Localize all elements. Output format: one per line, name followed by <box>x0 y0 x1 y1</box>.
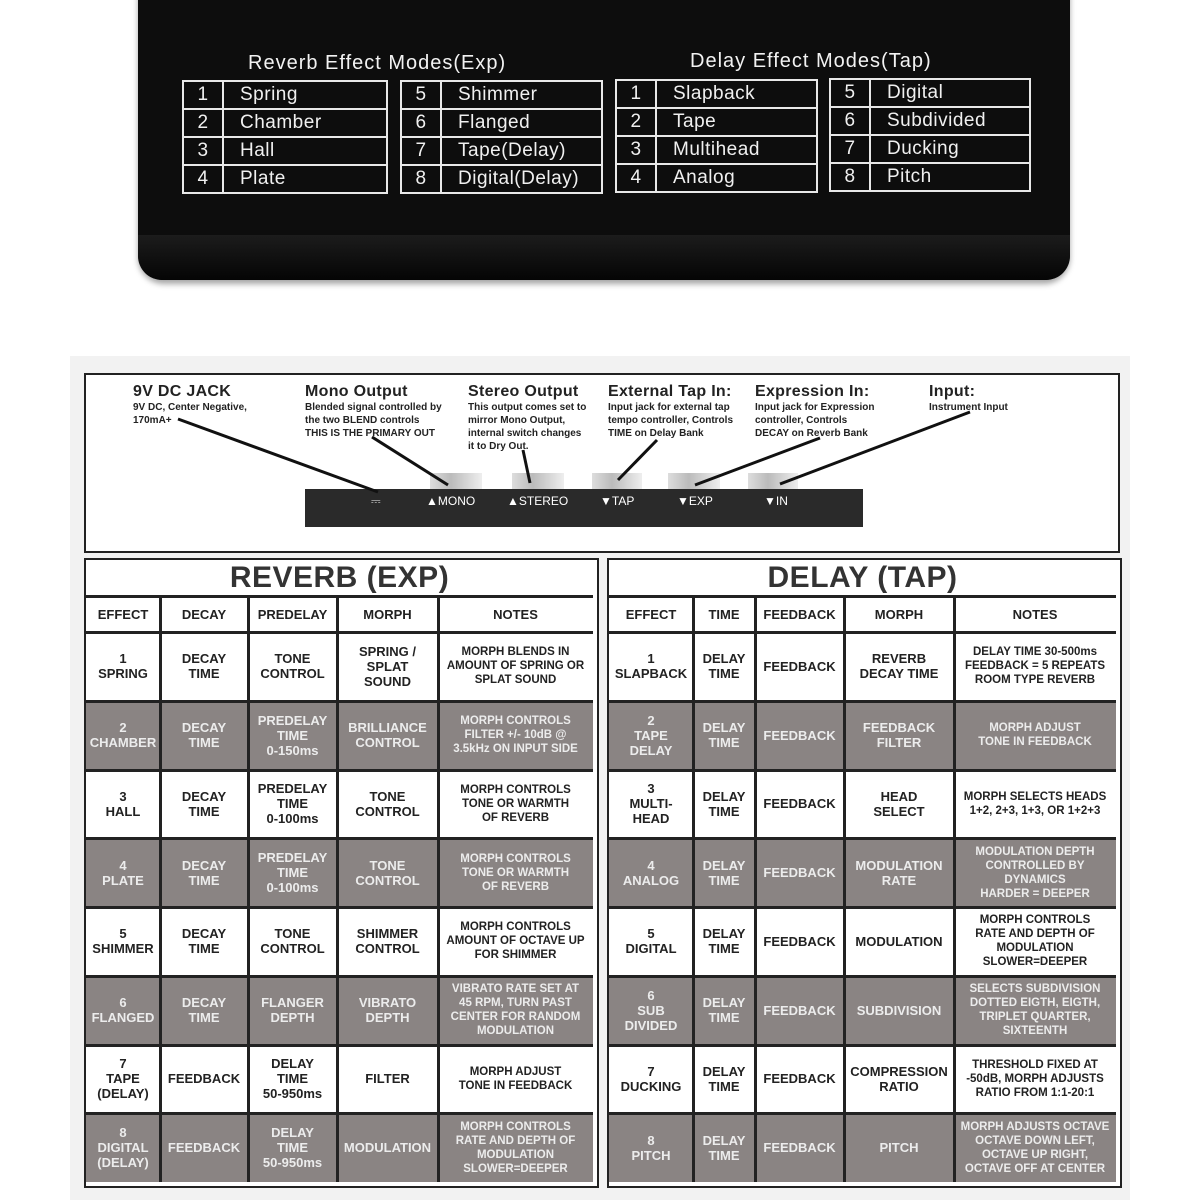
column-header: NOTES <box>1012 606 1058 622</box>
table-cell: 4 ANALOG <box>622 857 680 888</box>
table-cell: BRILLIANCE CONTROL <box>348 720 427 751</box>
callout-title: External Tap In: <box>608 383 732 400</box>
mode-number: 5 <box>402 82 442 108</box>
mode-number: 4 <box>184 166 224 192</box>
table-cell: FEEDBACK <box>763 1140 836 1156</box>
callout-desc: This output comes set to mirror Mono Output, internal switch changes it to Dry Out. <box>468 402 587 452</box>
mode-name: Spring <box>240 84 298 105</box>
delay-table <box>607 558 1122 1188</box>
callout-title: Mono Output <box>305 383 408 400</box>
mode-name: Hall <box>240 140 275 161</box>
mode-name: Digital <box>887 82 944 103</box>
arrow-down-icon: ▼ <box>600 494 612 508</box>
leader-line-tap <box>618 440 657 480</box>
mode-name: Digital(Delay) <box>458 168 580 189</box>
leader-line-input <box>780 412 970 484</box>
callout-title: 9V DC JACK <box>133 383 232 400</box>
table-cell: MORPH SELECTS HEADS 1+2, 2+3, 1+3, OR 1+2+3 <box>963 790 1107 817</box>
mode-name: Ducking <box>887 138 960 159</box>
table-cell: DELAY TIME <box>702 857 746 888</box>
table-cell: DECAY TIME <box>181 788 227 819</box>
table-cell: COMPRESSION RATIO <box>850 1063 948 1094</box>
leader-line-mono <box>372 437 448 485</box>
delay-modes-title: Delay Effect Modes(Tap) <box>690 50 932 72</box>
table-cell: MORPH ADJUST TONE IN FEEDBACK <box>458 1065 573 1092</box>
table-cell: FEEDBACK <box>763 933 836 949</box>
dc-jack-icon: ⎓ <box>371 494 381 508</box>
column-header: FEEDBACK <box>763 606 836 622</box>
callout-desc: Input jack for external tap tempo controller, Controls TIME on Delay Bank <box>608 402 734 439</box>
table-cell: DELAY TIME 50-950ms <box>262 1056 323 1102</box>
table-cell: MORPH CONTROLS TONE OR WARMTH OF REVERB <box>460 852 571 893</box>
table-cell: 4 PLATE <box>102 857 144 888</box>
table-cell: MODULATION <box>855 933 943 949</box>
table-cell: DELAY TIME <box>702 651 746 682</box>
table-cell: 6 FLANGED <box>91 995 155 1026</box>
table-title: REVERB (EXP) <box>229 561 450 594</box>
column-header: EFFECT <box>625 606 677 622</box>
jack-label: IN <box>775 494 788 508</box>
table-cell: SUBDIVISION <box>856 1002 942 1018</box>
table-cell: 5 SHIMMER <box>92 926 154 957</box>
table-cell: PREDELAY TIME 0-100ms <box>257 850 328 896</box>
table-cell: FEEDBACK <box>763 1071 836 1087</box>
mode-number: 4 <box>617 165 657 191</box>
callout-title: Expression In: <box>755 383 870 400</box>
table-cell: SELECTS SUBDIVISION DOTTED EIGTH, EIGTH, TRIPLET QUARTER, SIXTEENTH <box>969 983 1101 1038</box>
table-cell: REVERB DECAY TIME <box>859 651 939 682</box>
mode-number: 8 <box>402 166 442 192</box>
table-cell: MODULATION DEPTH CONTROLLED BY DYNAMICS HARDER = DEEPER <box>975 845 1095 900</box>
table-cell: FEEDBACK <box>763 658 836 674</box>
mode-name: Pitch <box>887 166 932 187</box>
column-header: EFFECT <box>97 606 149 622</box>
mode-name: Multihead <box>673 139 760 160</box>
mode-name: Tape(Delay) <box>458 140 566 161</box>
arrow-down-icon: ▼ <box>677 494 689 508</box>
table-cell: VIBRATO RATE SET AT 45 RPM, TURN PAST CENTER FOR RANDOM MODULATION <box>450 983 581 1038</box>
mode-name: Analog <box>673 167 736 188</box>
table-cell: FILTER <box>365 1071 410 1087</box>
column-header: PREDELAY <box>257 606 328 622</box>
reverb-table <box>84 558 599 1188</box>
table-cell: DELAY TIME 30-500ms FEEDBACK = 5 REPEATS ROOM TYPE REVERB <box>964 646 1106 687</box>
table-cell: MORPH ADJUST TONE IN FEEDBACK <box>978 722 1092 749</box>
table-cell: 6 SUB DIVIDED <box>624 987 678 1033</box>
mode-number: 6 <box>402 110 442 136</box>
table-cell: MORPH CONTROLS TONE OR WARMTH OF REVERB <box>460 783 571 824</box>
leader-line-exp <box>695 438 820 485</box>
table-cell: SPRING / SPLAT SOUND <box>358 643 417 689</box>
mode-name: Subdivided <box>887 110 987 131</box>
table-cell: 5 DIGITAL <box>625 926 677 957</box>
table-cell: 3 MULTI- HEAD <box>629 781 673 827</box>
table-cell: MORPH CONTROLS FILTER +/- 10dB @ 3.5kHz ON INPUT SIDE <box>453 715 578 756</box>
mode-number: 7 <box>831 136 871 162</box>
table-cell: 2 CHAMBER <box>89 720 157 751</box>
table-cell: 8 DIGITAL (DELAY) <box>97 1125 149 1171</box>
table-cell: MORPH BLENDS IN AMOUNT OF SPRING OR SPLAT SOUND <box>446 646 585 687</box>
mode-name: Chamber <box>240 112 322 133</box>
mode-name: Slapback <box>673 83 756 104</box>
table-cell: MORPH CONTROLS AMOUNT OF OCTAVE UP FOR SHIMMER <box>446 921 585 962</box>
table-cell: TONE CONTROL <box>260 926 325 957</box>
table-cell: DELAY TIME <box>702 1132 746 1163</box>
arrow-down-icon: ▼ <box>764 494 776 508</box>
table-cell: DECAY TIME <box>181 720 227 751</box>
column-header: MORPH <box>874 606 924 622</box>
callout-desc: Blended signal controlled by the two BLEND controls THIS IS THE PRIMARY OUT <box>305 402 442 439</box>
mode-name: Plate <box>240 168 286 189</box>
column-header: MORPH <box>363 606 412 622</box>
table-cell: FEEDBACK <box>763 727 836 743</box>
table-cell: MORPH CONTROLS RATE AND DEPTH OF MODULATION SLOWER=DEEPER <box>455 1120 576 1175</box>
mode-number: 7 <box>402 138 442 164</box>
leader-line-stereo <box>523 450 530 483</box>
mode-number: 3 <box>184 138 224 164</box>
table-cell: 3 HALL <box>105 788 141 819</box>
table-cell: 1 SLAPBACK <box>614 651 688 682</box>
table-cell: TONE CONTROL <box>355 788 420 819</box>
mode-name: Flanged <box>458 112 531 133</box>
jack-label: EXP <box>688 494 713 508</box>
table-title: DELAY (TAP) <box>767 561 958 594</box>
callout-desc: 9V DC, Center Negative, 170mA+ <box>133 402 247 426</box>
table-cell: DECAY TIME <box>181 995 227 1026</box>
table-cell: THRESHOLD FIXED AT -50dB, MORPH ADJUSTS RATIO FROM 1:1-20:1 <box>966 1058 1104 1099</box>
table-cell: DELAY TIME <box>702 1063 746 1094</box>
table-cell: SHIMMER CONTROL <box>355 926 420 957</box>
table-cell: PREDELAY TIME 0-100ms <box>257 781 328 827</box>
table-cell: 1 SPRING <box>98 651 148 682</box>
table-cell: DELAY TIME <box>702 720 746 751</box>
callout-title: Input: <box>929 383 976 400</box>
arrow-up-icon: ▲ <box>426 494 438 508</box>
table-cell: DELAY TIME <box>702 788 746 819</box>
mode-number: 3 <box>617 137 657 163</box>
table-cell: FEEDBACK <box>763 865 836 881</box>
table-cell: MODULATION RATE <box>855 857 943 888</box>
table-cell: 7 DUCKING <box>620 1063 682 1094</box>
column-header: DECAY <box>181 606 227 622</box>
table-cell: FEEDBACK <box>167 1140 241 1156</box>
jack-label: STEREO <box>518 494 569 508</box>
table-cell: MORPH ADJUSTS OCTAVE OCTAVE DOWN LEFT, OCTAVE UP RIGHT, OCTAVE OFF AT CENTER <box>960 1120 1110 1175</box>
table-cell: VIBRATO DEPTH <box>358 995 417 1026</box>
arrow-up-icon: ▲ <box>507 494 519 508</box>
table-cell: DELAY TIME <box>702 995 746 1026</box>
mode-number: 2 <box>617 109 657 135</box>
column-header: TIME <box>708 606 740 622</box>
table-cell: FEEDBACK <box>167 1071 241 1087</box>
table-cell: DECAY TIME <box>181 926 227 957</box>
jack-label: TAP <box>611 494 635 508</box>
mode-name: Tape <box>673 111 717 132</box>
table-cell: FEEDBACK <box>763 1002 836 1018</box>
table-cell: MODULATION <box>343 1140 432 1156</box>
mode-number: 1 <box>184 82 224 108</box>
reverb-modes-title: Reverb Effect Modes(Exp) <box>248 52 507 74</box>
table-cell: 7 TAPE (DELAY) <box>97 1056 149 1102</box>
mode-number: 5 <box>831 80 871 106</box>
table-cell: FEEDBACK FILTER <box>862 720 936 751</box>
table-cell: DELAY TIME <box>702 926 746 957</box>
mode-number: 1 <box>617 81 657 107</box>
mode-number: 8 <box>831 164 871 190</box>
table-cell: MORPH CONTROLS RATE AND DEPTH OF MODULATION SLOWER=DEEPER <box>975 914 1095 969</box>
table-cell: PITCH <box>879 1140 919 1156</box>
table-cell: 2 TAPE DELAY <box>629 712 673 758</box>
table-cell: PREDELAY TIME 0-150ms <box>257 712 328 758</box>
column-header: NOTES <box>493 606 538 622</box>
table-cell: DECAY TIME <box>181 857 227 888</box>
callout-desc: Input jack for Expression controller, Controls DECAY on Reverb Bank <box>755 402 875 439</box>
table-cell: 8 PITCH <box>631 1132 671 1163</box>
leader-line-dc <box>178 419 378 492</box>
mode-name: Shimmer <box>458 84 538 105</box>
table-cell: HEAD SELECT <box>873 788 925 819</box>
table-cell: DECAY TIME <box>181 651 227 682</box>
callout-title: Stereo Output <box>468 383 579 400</box>
table-cell: DELAY TIME 50-950ms <box>262 1125 323 1171</box>
callout-desc: Instrument Input <box>929 402 1008 413</box>
mode-number: 2 <box>184 110 224 136</box>
table-cell: TONE CONTROL <box>355 857 420 888</box>
mode-number: 6 <box>831 108 871 134</box>
table-cell: FLANGER DEPTH <box>261 995 324 1026</box>
table-cell: TONE CONTROL <box>260 651 325 682</box>
table-cell: FEEDBACK <box>763 796 836 812</box>
jack-label: MONO <box>437 494 476 508</box>
